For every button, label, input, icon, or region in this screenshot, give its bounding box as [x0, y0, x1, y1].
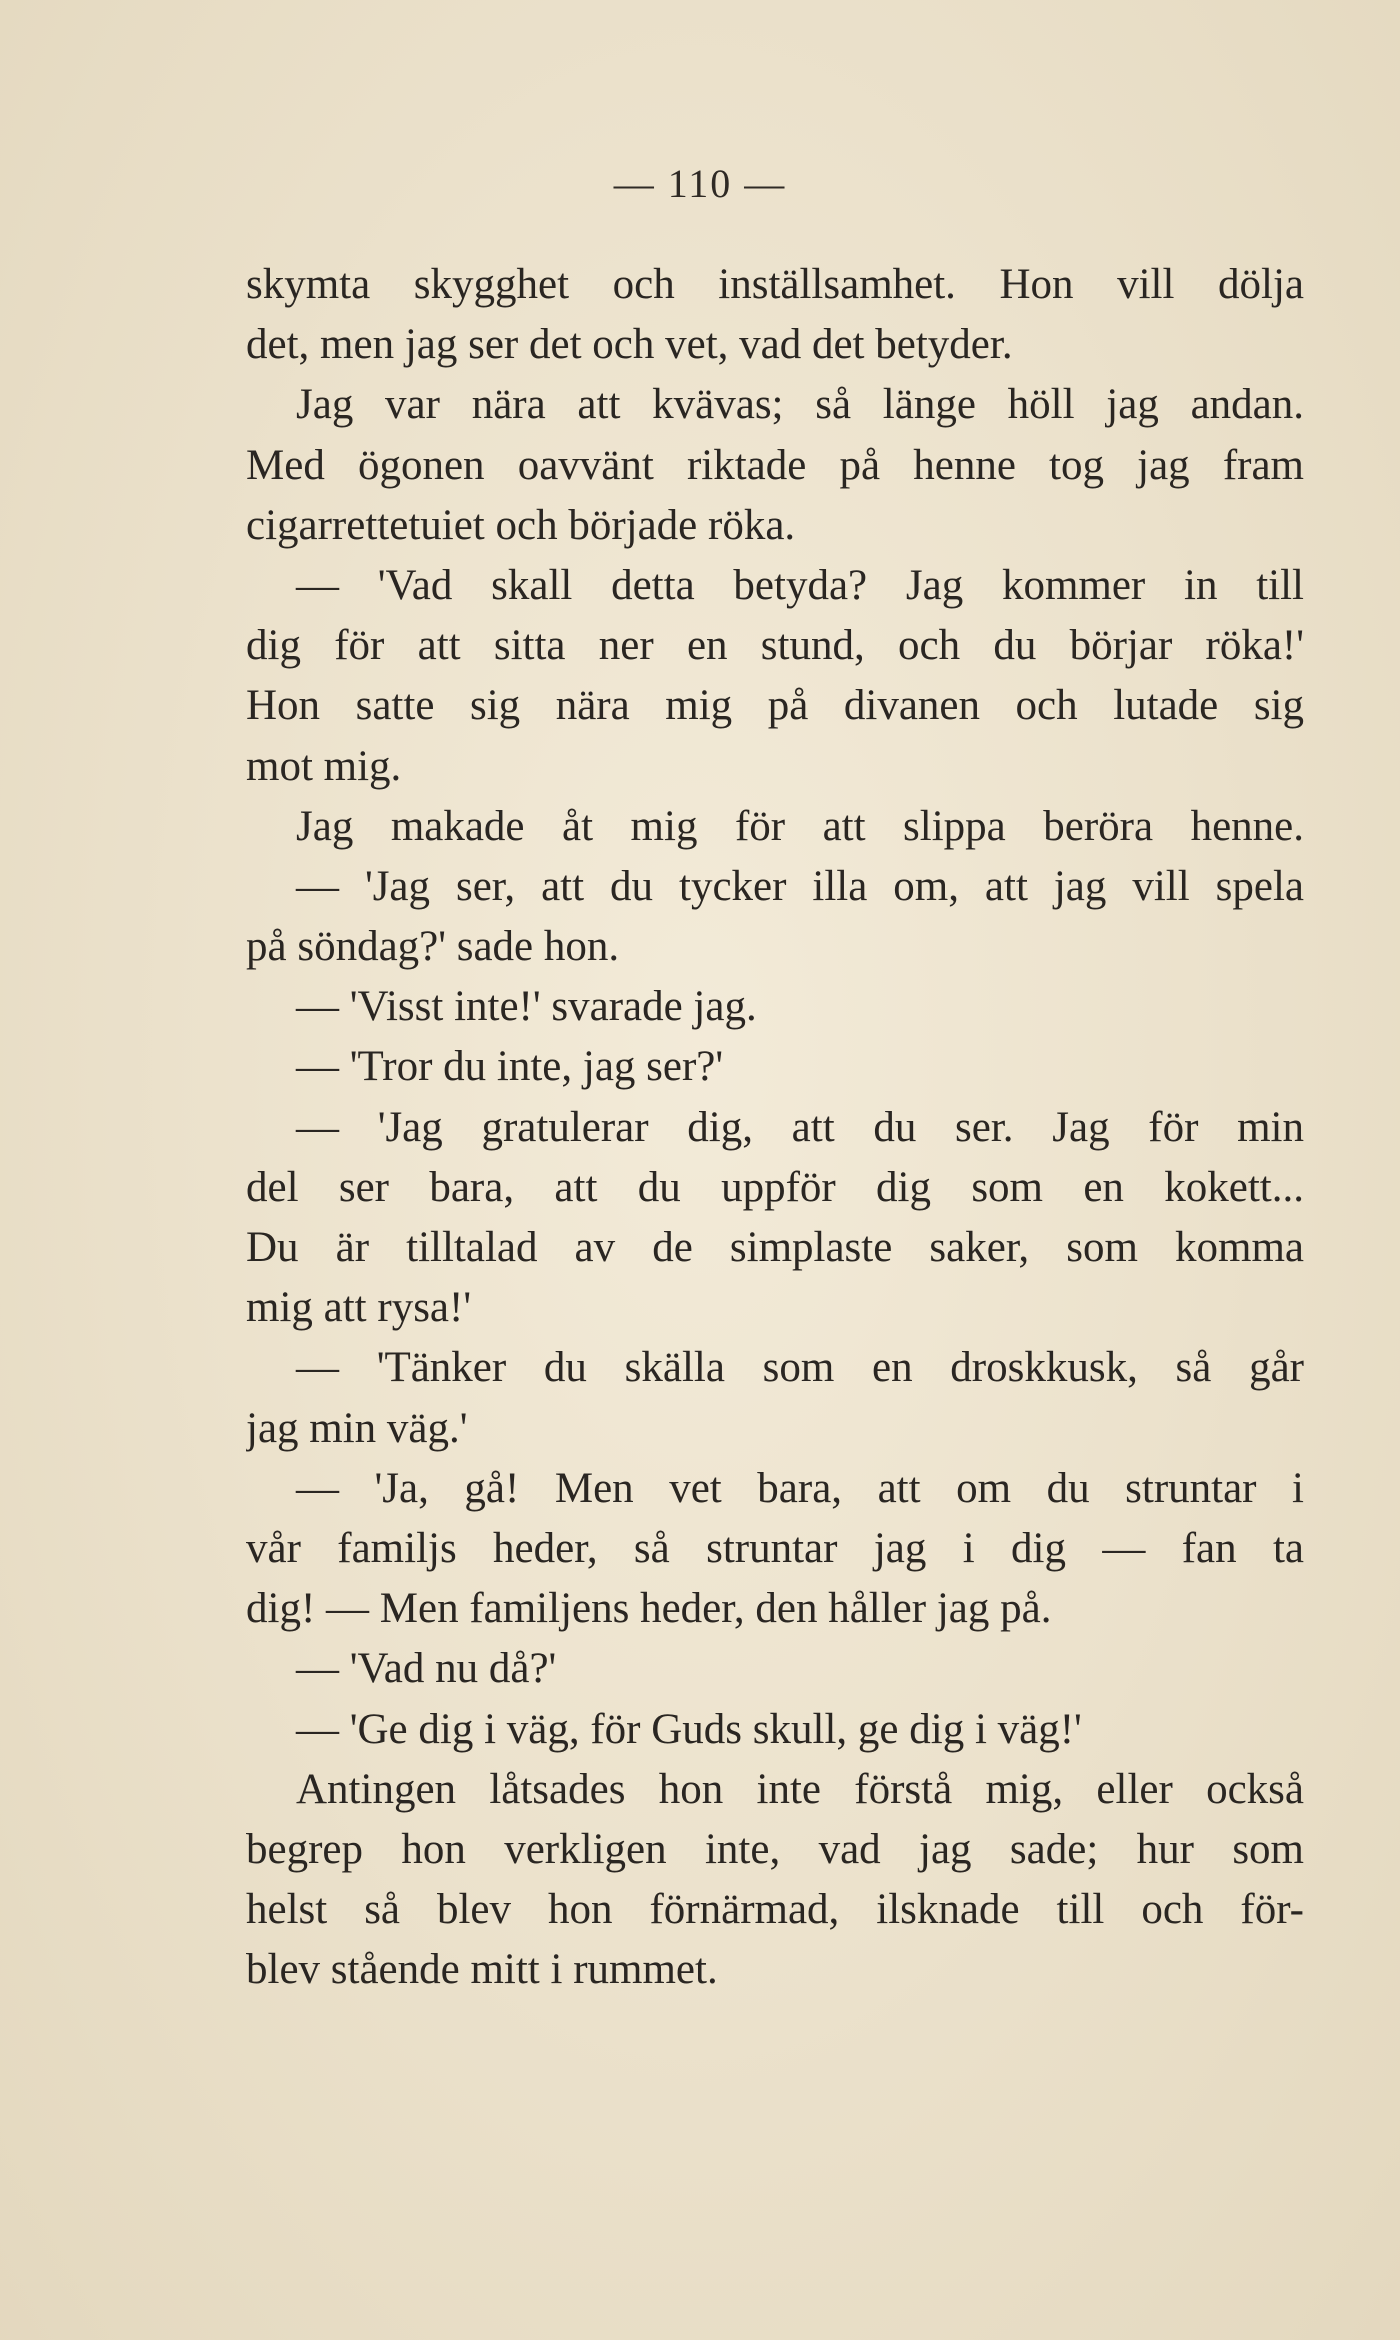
text-line: det, men jag ser det och vet, vad det betyder.	[246, 321, 1013, 369]
text-line: jag min väg.'	[246, 1404, 468, 1452]
text-line: begrep hon verkligen inte, vad jag sade; hur som	[246, 1825, 1304, 1873]
text-line: — 'Tror du inte, jag ser?'	[296, 1043, 724, 1091]
text-line: Jag var nära att kvävas; så länge höll jag andan.	[296, 381, 1304, 429]
text-line: Jag makade åt mig för att slippa beröra henne.	[296, 802, 1304, 850]
text-line: — 'Visst inte!' svarade jag.	[296, 983, 757, 1031]
text-line: cigarrettetuiet och började röka.	[246, 501, 796, 549]
text-line: — 'Ge dig i väg, för Guds skull, ge dig i väg!'	[296, 1705, 1082, 1753]
text-line: vår familjs heder, så struntar jag i dig — fan ta	[246, 1524, 1304, 1572]
text-line: Antingen låtsades hon inte förstå mig, eller också	[296, 1765, 1304, 1813]
text-line: — 'Jag gratulerar dig, att du ser. Jag för min	[296, 1103, 1304, 1151]
text-line: — 'Vad nu då?'	[296, 1645, 557, 1693]
text-line: — 'Jag ser, att du tycker illa om, att jag vill spela	[296, 862, 1304, 910]
text-line: skymta skygghet och inställsamhet. Hon vill dölja	[246, 261, 1304, 308]
text-line: — 'Ja, gå! Men vet bara, att om du struntar i	[296, 1464, 1304, 1512]
body-text	[246, 255, 1304, 2000]
text-line: — 'Tänker du skälla som en droskkusk, så går	[296, 1344, 1304, 1392]
text-line: Hon satte sig nära mig på divanen och lutade sig	[246, 682, 1304, 730]
text-line: mot mig.	[246, 742, 402, 790]
text-line: — 'Vad skall detta betyda? Jag kommer in till	[296, 561, 1304, 609]
text-line: del ser bara, att du uppför dig som en kokett...	[246, 1163, 1304, 1211]
text-line: blev stående mitt i rummet.	[246, 1946, 718, 1994]
text-line: mig att rysa!'	[246, 1284, 472, 1332]
text-line: Du är tilltalad av de simplaste saker, som komma	[246, 1224, 1304, 1271]
text-line: dig för att sitta ner en stund, och du börjar röka!'	[246, 622, 1304, 670]
text-line: dig! — Men familjens heder, den håller jag på.	[246, 1585, 1052, 1633]
text-line: Med ögonen oavvänt riktade på henne tog jag fram	[246, 441, 1304, 489]
text-line: på söndag?' sade hon.	[246, 923, 620, 971]
page-number: — 110 —	[613, 161, 787, 206]
text-line: helst så blev hon förnärmad, ilsknade till och för-	[246, 1886, 1304, 1934]
